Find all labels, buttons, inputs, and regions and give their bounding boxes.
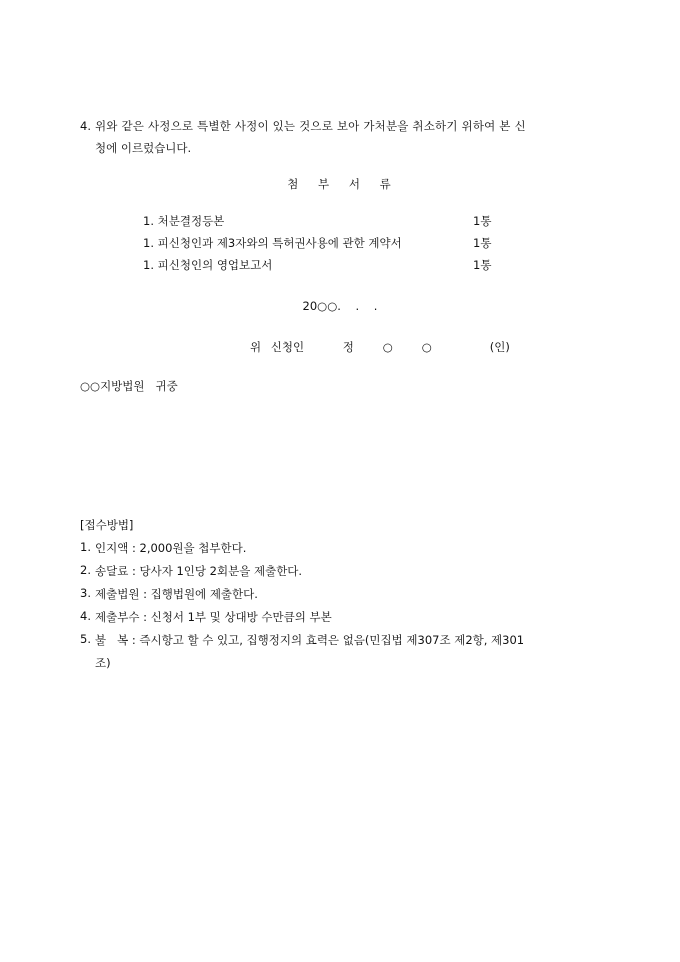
paragraph-number: 4. xyxy=(80,119,91,133)
filing-method-heading: [접수방법] xyxy=(80,518,134,532)
attachment-item xyxy=(143,257,503,279)
item-number: 3. xyxy=(80,586,91,600)
item-text: 인지액 : 2,000원을 첩부한다. xyxy=(95,541,247,555)
attachment-name: 1. 처분결정등본 xyxy=(143,214,225,228)
attachment-item xyxy=(143,235,503,257)
attachments-title: 첨 부 서 류 xyxy=(287,177,393,191)
item-number: 5. xyxy=(80,632,91,646)
item-number: 4. xyxy=(80,609,91,623)
attachment-item xyxy=(143,213,503,235)
document-date: 20○○. . . xyxy=(302,299,378,313)
item-text: 제출부수 : 신청서 1부 및 상대방 수만큼의 부본 xyxy=(95,610,332,624)
item-text: 제출법원 : 집행법원에 제출한다. xyxy=(95,587,258,601)
item-number: 2. xyxy=(80,563,91,577)
item-text: 송달료 : 당사자 1인당 2회분을 제출한다. xyxy=(95,564,303,578)
attachment-qty: 1통 xyxy=(473,214,492,228)
attachment-name: 1. 피신청인과 제3자와의 특허권사용에 관한 계약서 xyxy=(143,236,402,250)
paragraph-line: 청에 이르렀습니다. xyxy=(95,141,192,155)
attachment-name: 1. 피신청인의 영업보고서 xyxy=(143,258,273,272)
item-text-continued: 조) xyxy=(95,656,111,670)
attachment-qty: 1통 xyxy=(473,258,492,272)
attachment-qty: 1통 xyxy=(473,236,492,250)
paragraph-line: 위와 같은 사정으로 특별한 사정이 있는 것으로 보아 가처분을 취소하기 위하여 본 신 xyxy=(95,119,526,133)
court-addressee: ○○지방법원 귀중 xyxy=(80,379,178,393)
applicant-signature: 위 신청인 정 ○ ○ (인) xyxy=(250,340,510,354)
item-number: 1. xyxy=(80,540,91,554)
item-text: 불 복 : 즉시항고 할 수 있고, 집행정지의 효력은 없음(민집법 제307조 제2항, 제301 xyxy=(95,633,525,647)
